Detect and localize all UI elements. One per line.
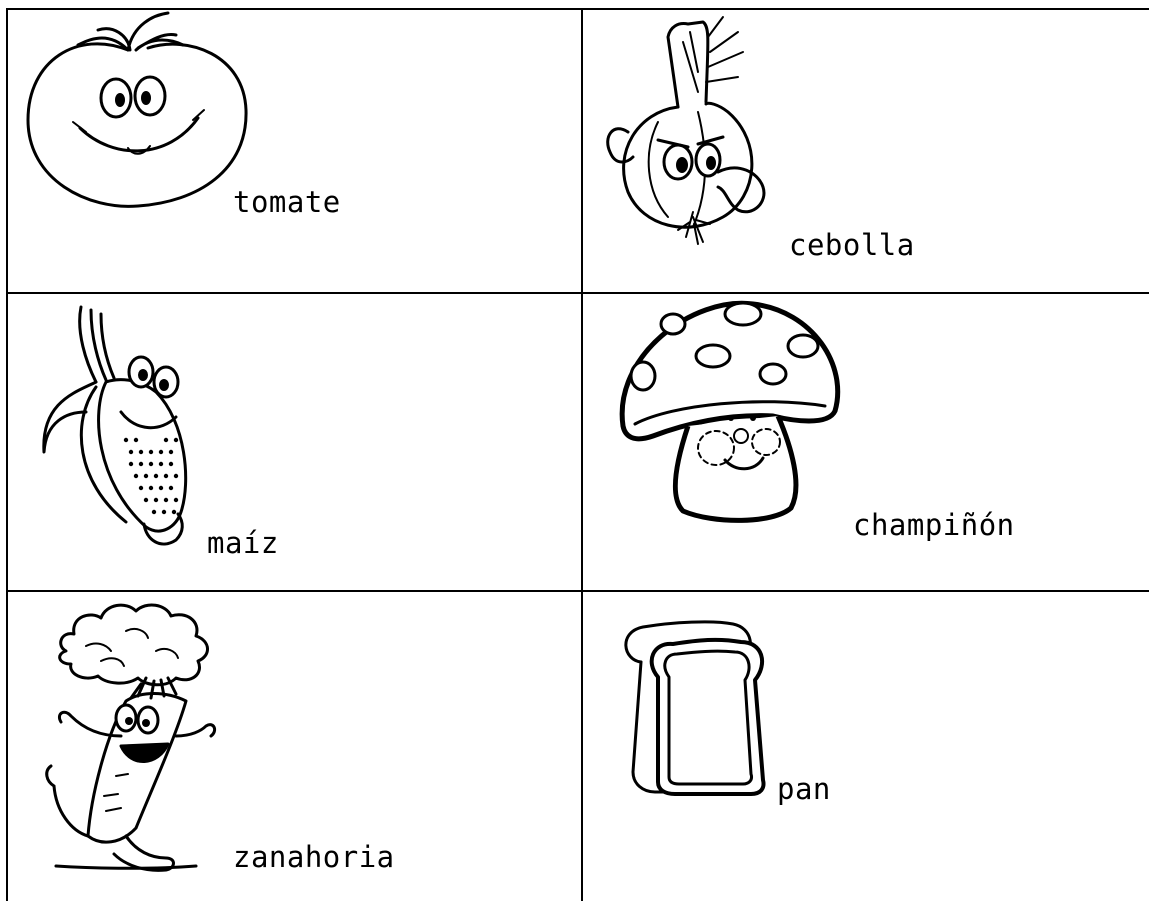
table-cell-pan (583, 592, 1149, 901)
cell-label: champiñón (853, 508, 1015, 542)
onion-icon (598, 12, 808, 252)
carrot-icon (26, 596, 226, 876)
table-cell-zanahoria (8, 592, 581, 901)
bread-icon (603, 602, 773, 802)
tomato-icon (18, 10, 258, 220)
table-cell-cebolla (583, 10, 1149, 292)
mushroom-icon (613, 296, 853, 536)
table-cell-tomate (8, 10, 581, 292)
table-cell-champinon (583, 294, 1149, 590)
cell-label: zanahoria (233, 840, 395, 874)
table-cell-maiz (8, 294, 581, 590)
cell-label: tomate (233, 185, 341, 219)
cell-label: maíz (207, 526, 279, 560)
cell-label: cebolla (789, 228, 915, 262)
cell-label: pan (777, 772, 831, 806)
corn-icon (36, 302, 206, 552)
